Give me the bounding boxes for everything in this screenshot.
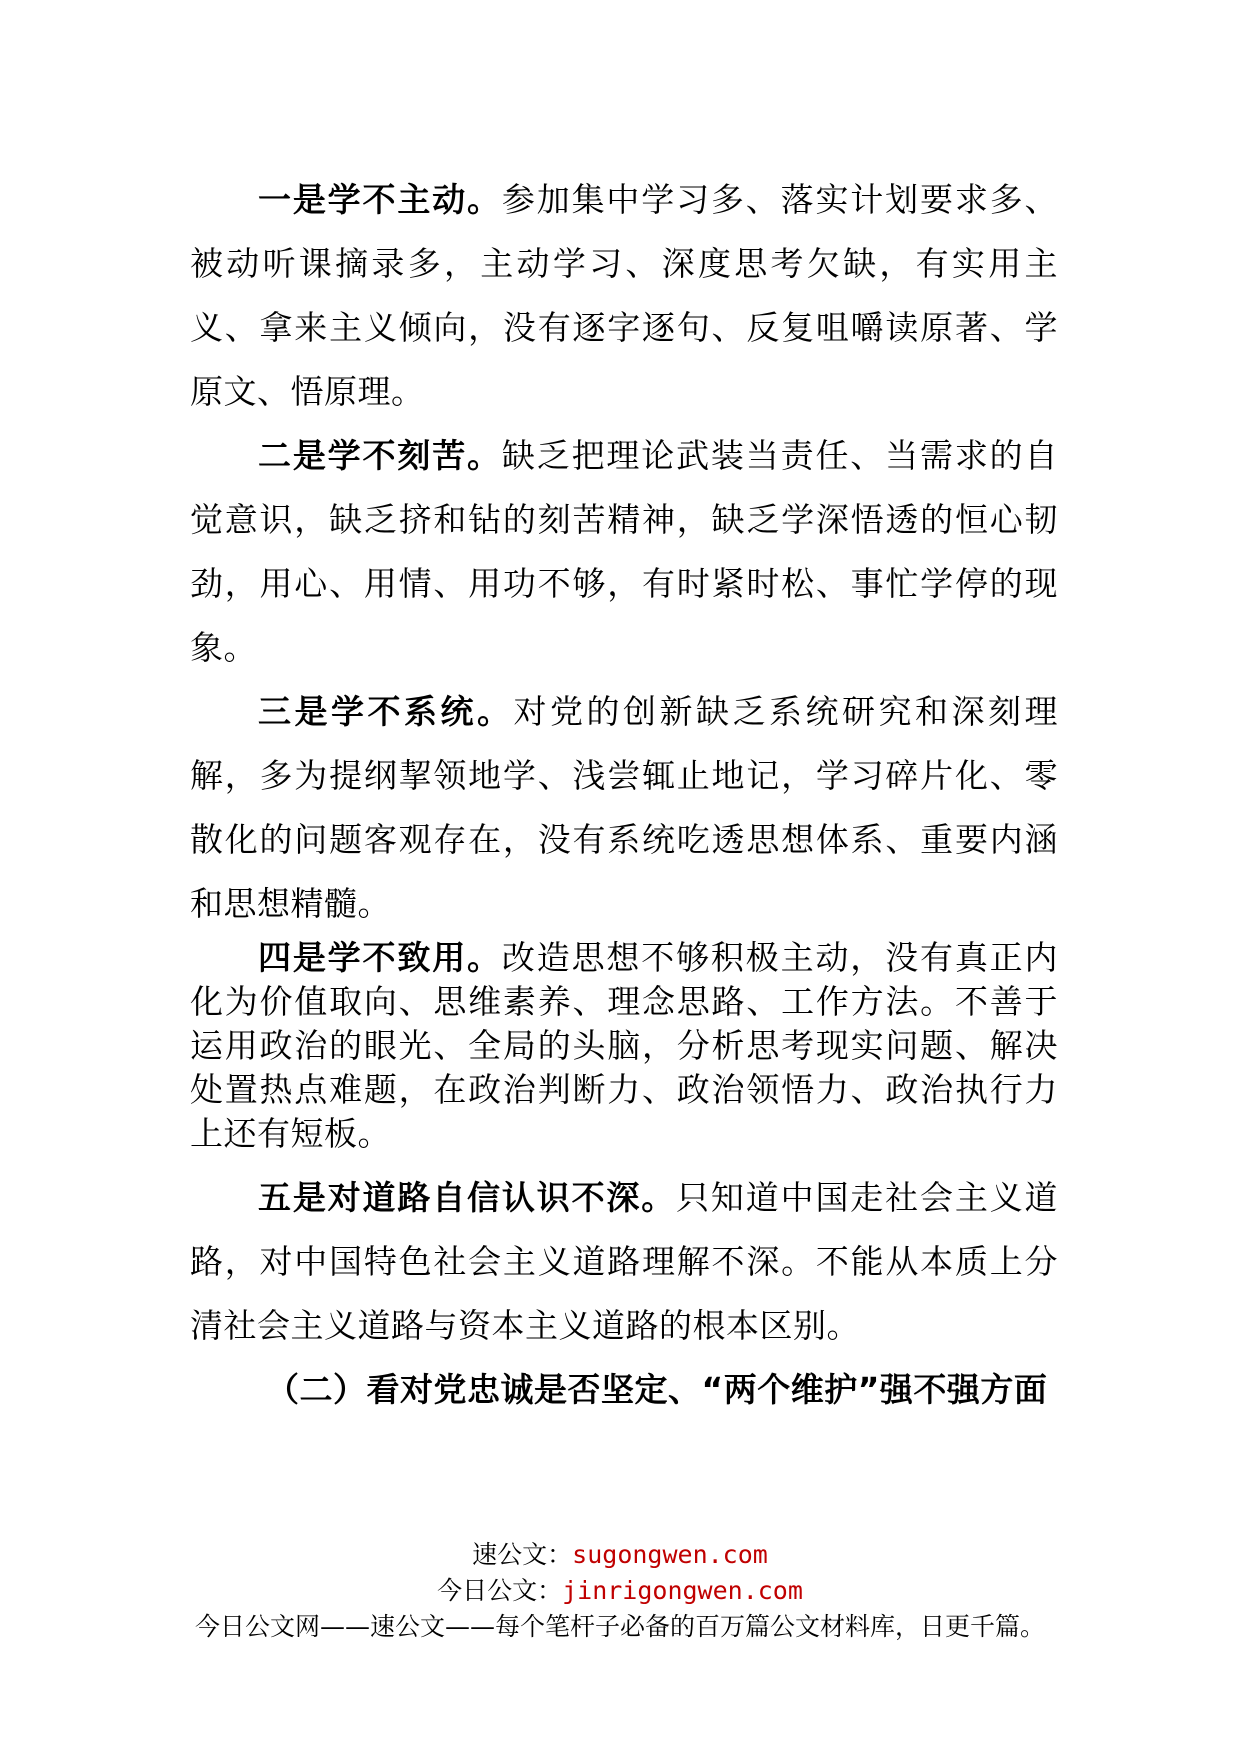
paragraph-3-lead: 三是学不系统。 [258,692,514,731]
paragraph-2 [190,424,1058,680]
section-heading: （二）看对党忠诚是否坚定、“两个维护”强不强方面 [266,1370,1048,1409]
footer-link-jinrigongwen[interactable]: jinrigongwen.com [562,1576,803,1605]
paragraph-3 [190,680,1058,936]
paragraph-5 [190,1166,1058,1358]
paragraph-2-text: 缺乏把理论武装当责任、当需求的自觉意识，缺乏挤和钻的刻苦精神，缺乏学深悟透的恒心韧劲，用心、用情、用功不够，有时紧时松、事忙学停的现象。 [190,436,1059,667]
footer-label-jinrigongwen: 今日公文： [437,1576,563,1605]
paragraph-1-text: 参加集中学习多、落实计划要求多、被动听课摘录多，主动学习、深度思考欠缺，有实用主义、拿来主义倾向，没有逐字逐句、反复咀嚼读原著、学原文、悟原理。 [190,180,1059,411]
paragraph-1-lead: 一是学不主动。 [258,180,502,219]
paragraph-4 [190,936,1058,1156]
paragraph-5-lead: 五是对道路自信认识不深。 [258,1178,677,1217]
footer-line-2 [0,1573,1240,1609]
paragraph-3-text: 对党的创新缺乏系统研究和深刻理解，多为提纲挈领地学、浅尝辄止地记，学习碎片化、零散化的问题客观存在，没有系统吃透思想体系、重要内涵和思想精髓。 [190,692,1058,923]
document-body [190,168,1058,1422]
footer-dash-1: —— [319,1612,370,1641]
footer-slogan: 每个笔杆子必备的百万篇公文材料库，日更千篇。 [495,1612,1046,1641]
paragraph-5-text: 只知道中国走社会主义道路，对中国特色社会主义道路理解不深。不能从本质上分清社会主义道路与资本主义道路的根本区别。 [190,1178,1059,1345]
footer-dash-2: —— [445,1612,495,1641]
footer-site-name: 今日公文网 [194,1612,320,1641]
footer-brand: 速公文 [369,1612,445,1641]
footer [0,1537,1240,1645]
footer-line-1 [0,1537,1240,1573]
footer-label-sugongwen: 速公文： [472,1540,573,1569]
paragraph-4-lead: 四是学不致用。 [258,938,502,977]
paragraph-2-lead: 二是学不刻苦。 [258,436,502,475]
footer-line-3 [0,1609,1240,1645]
footer-link-sugongwen[interactable]: sugongwen.com [572,1540,768,1569]
paragraph-1 [190,168,1058,424]
paragraph-4-text: 改造思想不够积极主动，没有真正内化为价值取向、思维素养、理念思路、工作方法。不善于运用政治的眼光、全局的头脑，分析思考现实问题、解决处置热点难题，在政治判断力、政治领悟力、政治执行力上还有短板。 [190,938,1059,1153]
